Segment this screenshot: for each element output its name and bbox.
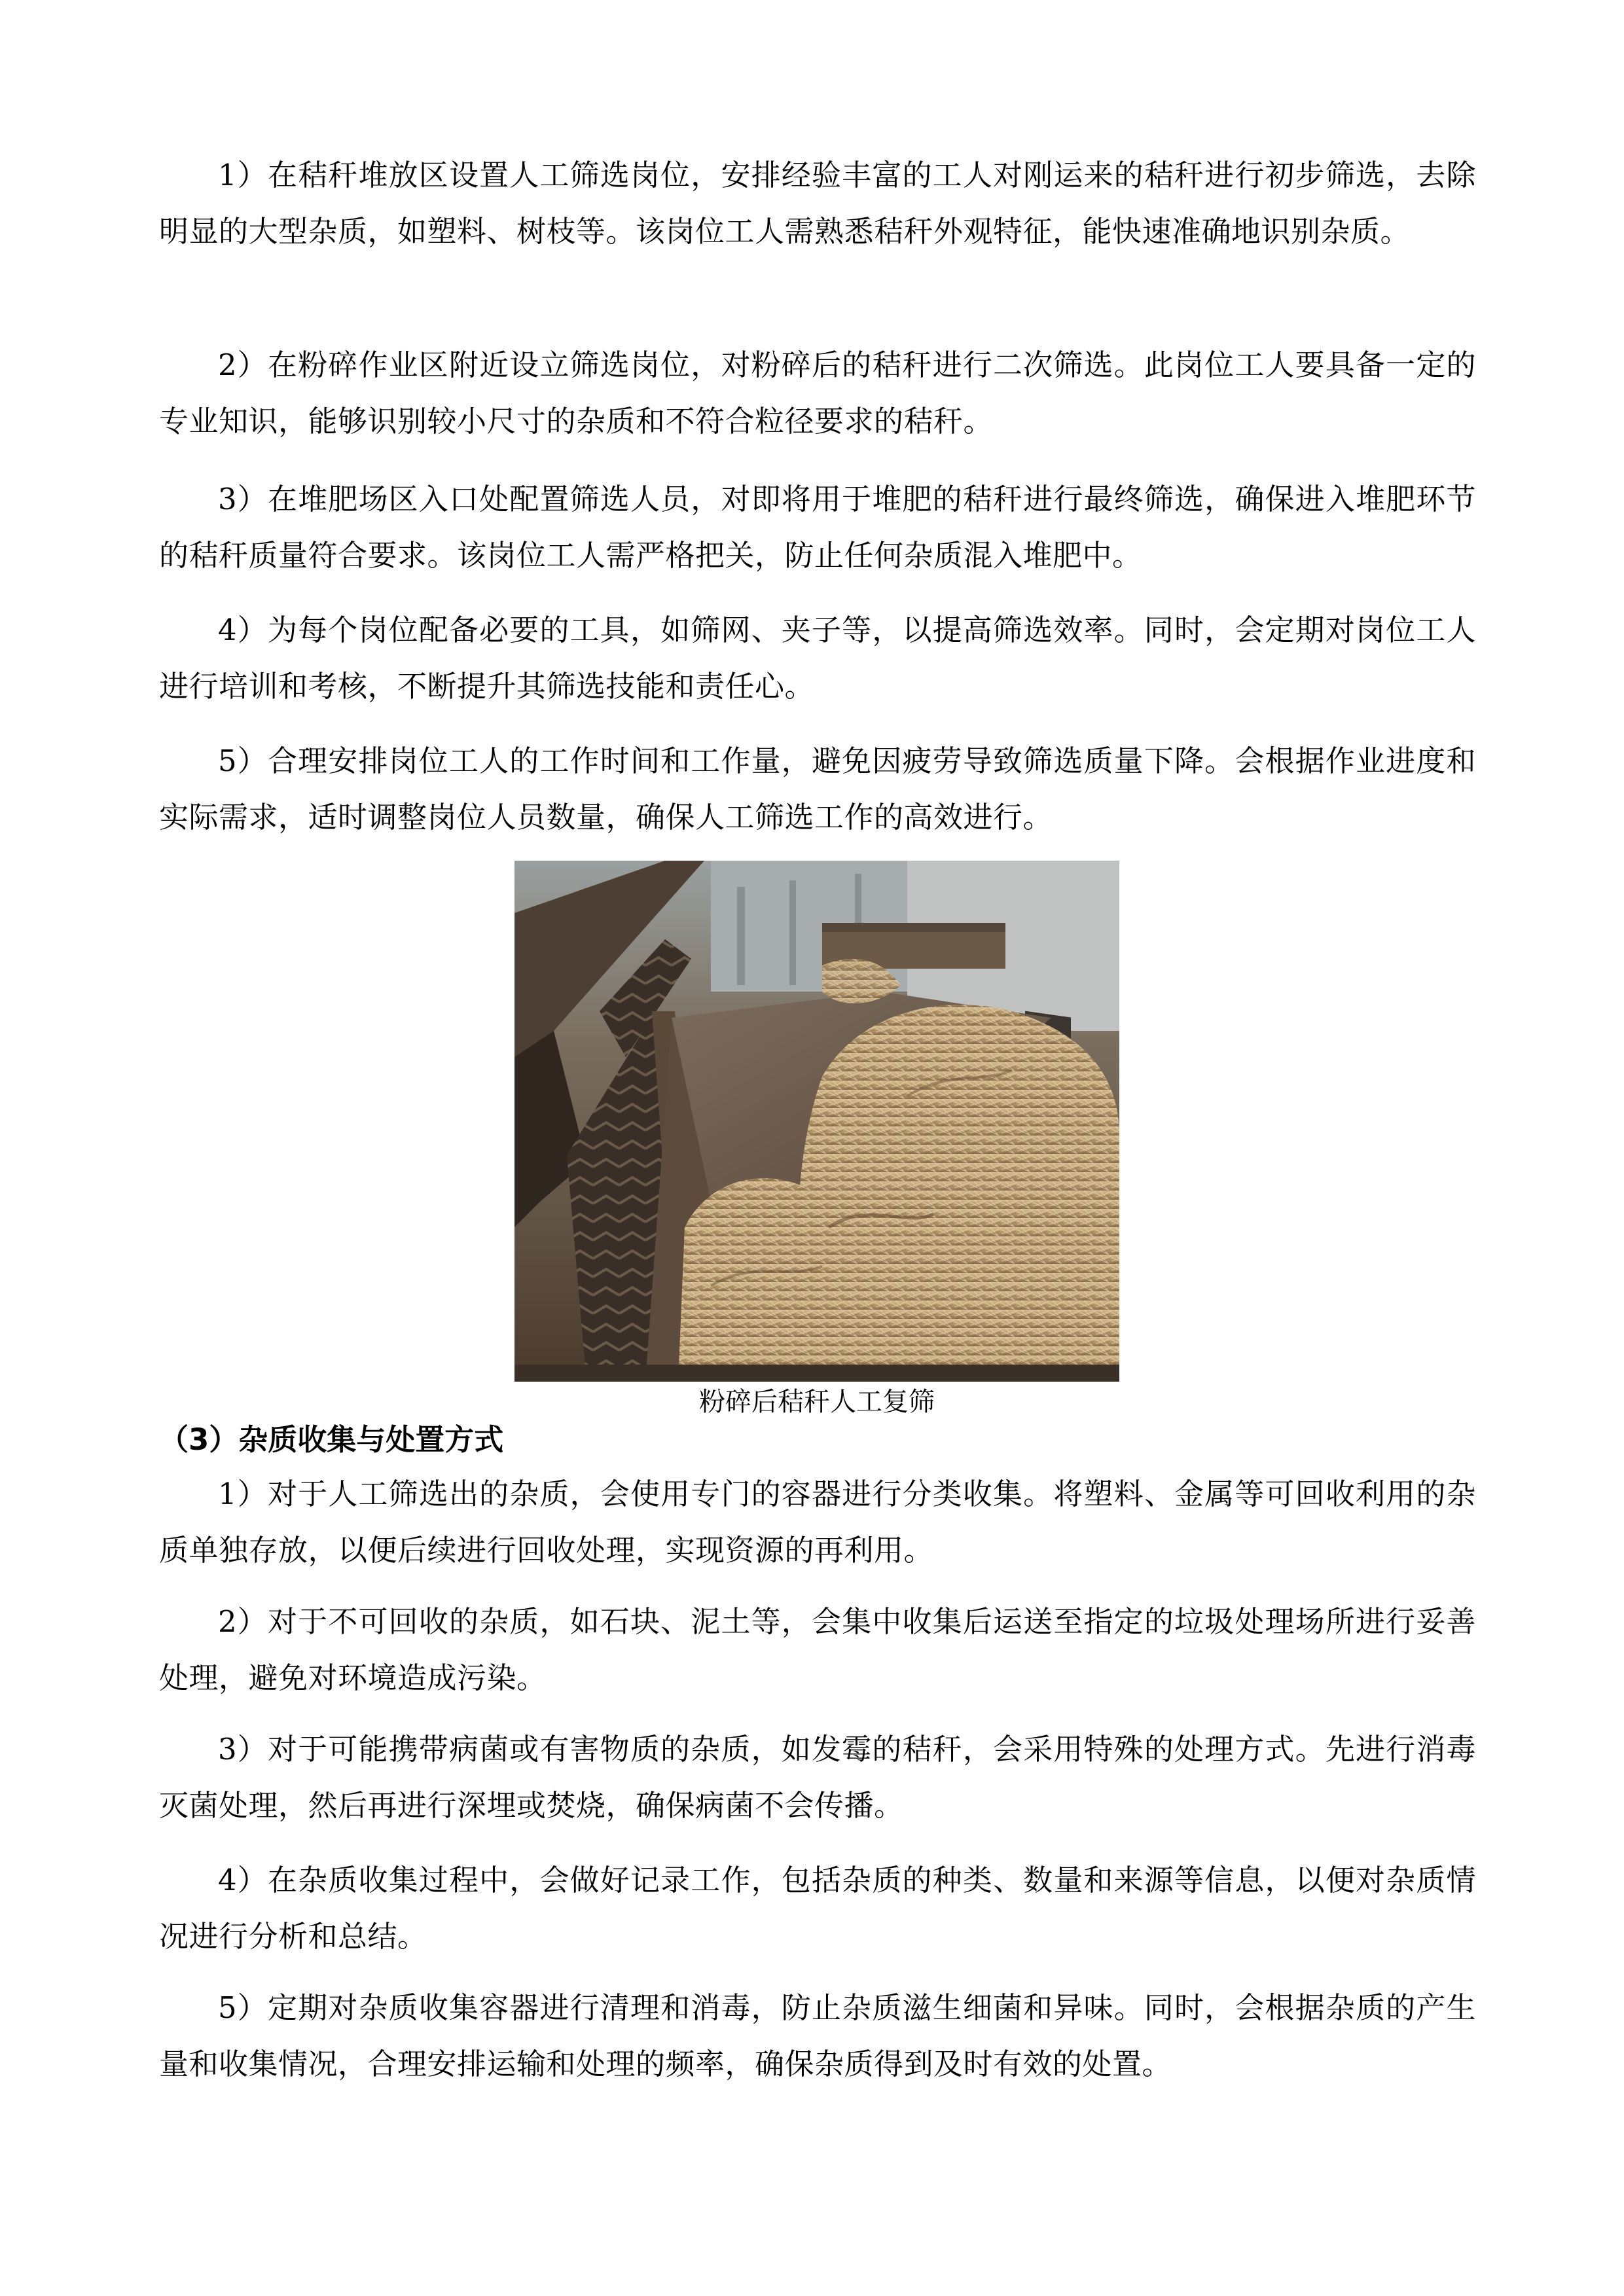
paragraph-b4: 4）在杂质收集过程中，会做好记录工作，包括杂质的种类、数量和来源等信息，以便对杂质情况进行分析和总结。 [159,1863,1476,1954]
figure-caption: 粉碎后秸秆人工复筛 [699,1387,935,1417]
paragraph-b3: 3）对于可能携带病菌或有害物质的杂质，如发霉的秸秆，会采用特殊的处理方式。先进行消毒灭菌处理，然后再进行深埋或焚烧，确保病菌不会传播。 [159,1732,1476,1823]
paragraph-b1: 1）对于人工筛选出的杂质，会使用专门的容器进行分类收集。将塑料、金属等可回收利用的杂质单独存放，以便后续进行回收处理，实现资源的再利用。 [159,1477,1476,1568]
paragraph-a4: 4）为每个岗位配备必要的工具，如筛网、夹子等，以提高筛选效率。同时，会定期对岗位工人进行培训和考核，不断提升其筛选技能和责任心。 [159,613,1476,704]
paragraph-a3: 3）在堆肥场区入口处配置筛选人员，对即将用于堆肥的秸秆进行最终筛选，确保进入堆肥环节的秸秆质量符合要求。该岗位工人需严格把关，防止任何杂质混入堆肥中。 [159,482,1476,573]
paragraph-b5: 5）定期对杂质收集容器进行清理和消毒，防止杂质滋生细菌和异味。同时，会根据杂质的产生量和收集情况，合理安排运输和处理的频率，确保杂质得到及时有效的处置。 [159,1990,1476,2081]
paragraph-b2: 2）对于不可回收的杂质，如石块、泥土等，会集中收集后运送至指定的垃圾处理场所进行妥善处理，避免对环境造成污染。 [159,1604,1476,1695]
section-heading: （3）杂质收集与处置方式 [159,1422,504,1457]
straw-rescreening-photo [514,861,1119,1382]
paragraph-a2: 2）在粉碎作业区附近设立筛选岗位，对粉碎后的秸秆进行二次筛选。此岗位工人要具备一定的专业知识，能够识别较小尺寸的杂质和不符合粒径要求的秸秆。 [159,348,1476,439]
paragraph-a5: 5）合理安排岗位工人的工作时间和工作量，避免因疲劳导致筛选质量下降。会根据作业进度和实际需求，适时调整岗位人员数量，确保人工筛选工作的高效进行。 [159,744,1476,834]
paragraph-a1: 1）在秸秆堆放区设置人工筛选岗位，安排经验丰富的工人对刚运来的秸秆进行初步筛选，去除明显的大型杂质，如塑料、树枝等。该岗位工人需熟悉秸秆外观特征，能快速准确地识别杂质。 [159,158,1476,249]
